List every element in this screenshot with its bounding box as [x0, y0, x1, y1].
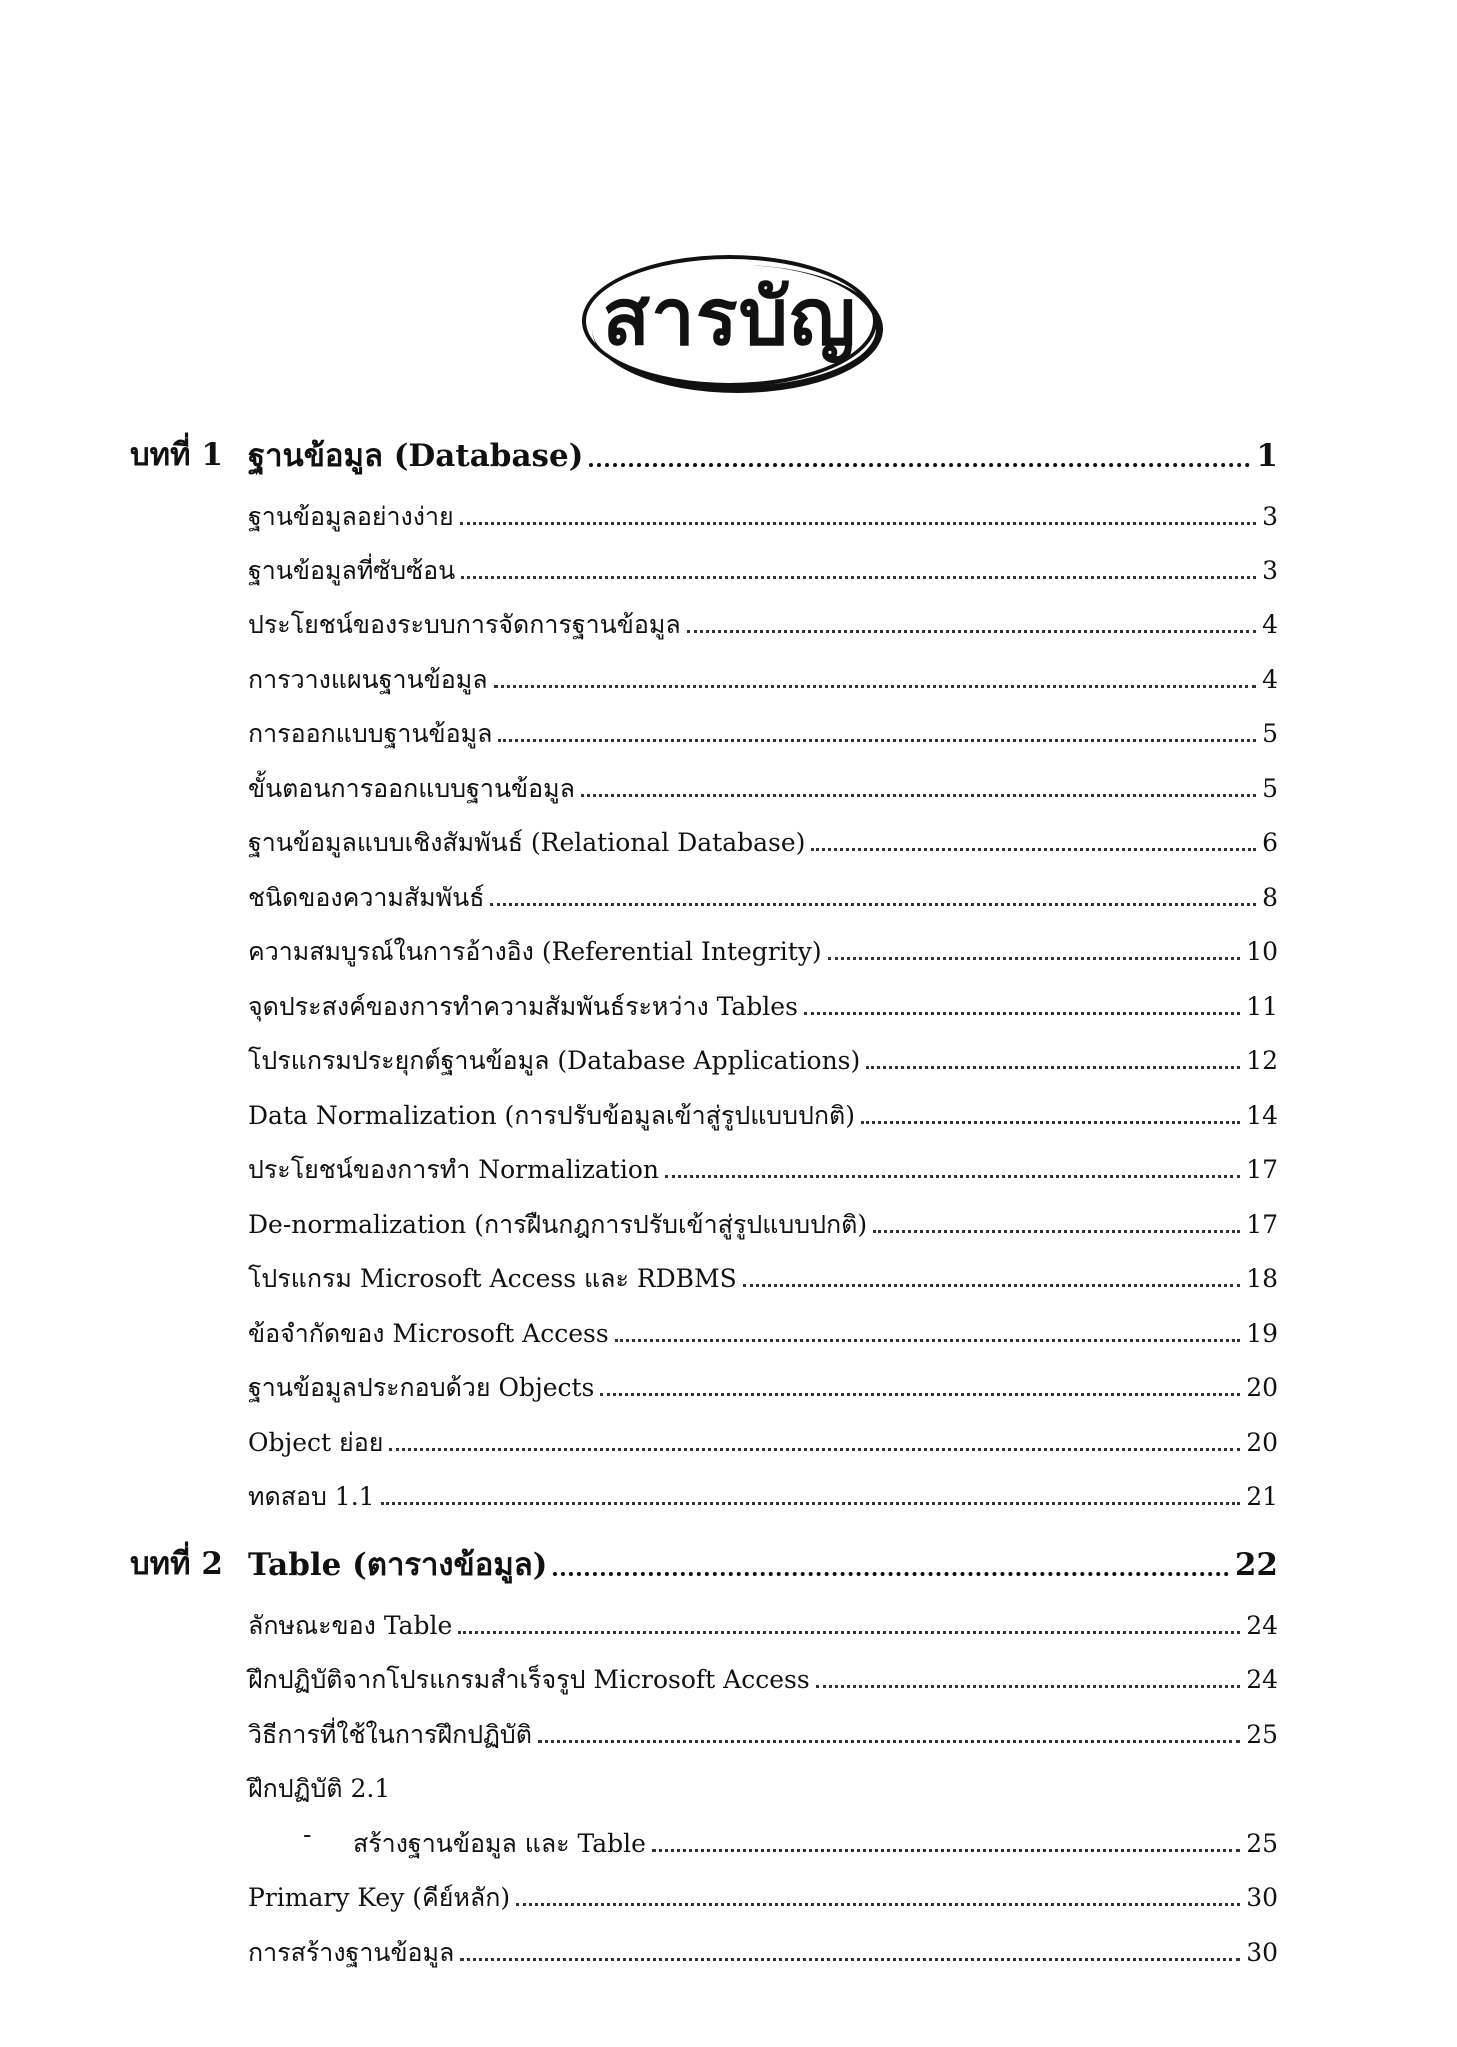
entry-page: 17 [1246, 1209, 1278, 1239]
toc-entry[interactable] [248, 764, 1278, 804]
leader-dots [538, 1740, 1240, 1743]
entry-text: ทดสอบ 1.1 [248, 1481, 375, 1511]
entry-text: ขั้นตอนการออกแบบฐานข้อมูล [248, 773, 575, 803]
leader-dots [389, 1448, 1240, 1451]
leader-dots [494, 685, 1257, 688]
leader-dots [458, 1631, 1240, 1634]
entry-page: 14 [1246, 1100, 1278, 1130]
toc-entry[interactable] [248, 1309, 1278, 1349]
leader-dots [866, 1066, 1240, 1069]
toc-entry[interactable] [248, 1036, 1278, 1076]
toc-entry[interactable] [248, 709, 1278, 749]
entry-text: การออกแบบฐานข้อมูล [248, 718, 493, 748]
entry-page: 30 [1246, 1882, 1278, 1912]
leader-dots [553, 1572, 1228, 1576]
entry-page: 12 [1246, 1045, 1278, 1075]
chapter-2-page: 22 [1234, 1547, 1278, 1584]
entry-page: 4 [1262, 609, 1278, 639]
entry-page: 3 [1262, 501, 1278, 531]
toc-entry[interactable] [248, 1928, 1278, 1968]
entry-page: 18 [1246, 1263, 1278, 1293]
entry-text: De-normalization (การฝืนกฎการปรับเข้าสู่รูปแบบปกติ) [248, 1209, 868, 1239]
toc-subentry[interactable] [353, 1819, 1278, 1859]
entry-page: 5 [1262, 773, 1278, 803]
entry-page: 8 [1262, 882, 1278, 912]
entry-text: ฝึกปฏิบัติ 2.1 [248, 1773, 391, 1803]
chapter-1-title: ฐานข้อมูล (Database) [248, 438, 584, 475]
leader-dots [589, 463, 1250, 467]
leader-dots [652, 1849, 1240, 1852]
entry-page: 17 [1246, 1154, 1278, 1184]
toc-entry[interactable] [248, 818, 1278, 858]
entry-page: 25 [1246, 1828, 1278, 1858]
toc-entry[interactable] [248, 1418, 1278, 1458]
entry-text: Data Normalization (การปรับข้อมูลเข้าสู่รูปแบบปกติ) [248, 1100, 856, 1130]
entry-page: 20 [1246, 1372, 1278, 1402]
toc-entry[interactable] [248, 546, 1278, 586]
entry-text: โปรแกรม Microsoft Access และ RDBMS [248, 1263, 737, 1293]
leader-dots [490, 903, 1256, 906]
leader-dots [381, 1502, 1241, 1505]
entry-text: วิธีการที่ใช้ในการฝึกปฏิบัติ [248, 1719, 532, 1749]
page-title: สารบัญ [602, 272, 857, 363]
leader-dots [804, 1012, 1240, 1015]
chapter-1-label: บทที่ 1 [130, 437, 223, 473]
leader-dots [743, 1284, 1240, 1287]
entry-page: 5 [1262, 718, 1278, 748]
entry-text: Object ย่อย [248, 1427, 384, 1457]
leader-dots [581, 794, 1256, 797]
toc-entry[interactable] [248, 492, 1278, 532]
leader-dots [861, 1121, 1240, 1124]
toc-entry[interactable] [248, 982, 1278, 1022]
entry-page: 24 [1246, 1610, 1278, 1640]
entry-text: ประโยชน์ของระบบการจัดการฐานข้อมูล [248, 609, 681, 639]
entry-page: 24 [1246, 1664, 1278, 1694]
chapter-1-row[interactable] [248, 436, 1278, 476]
entry-text: ฐานข้อมูลอย่างง่าย [248, 501, 454, 531]
leader-dots [461, 576, 1256, 579]
leader-dots [600, 1393, 1240, 1396]
title-oval [582, 255, 877, 387]
leader-dots [516, 1903, 1240, 1906]
entry-text: จุดประสงค์ของการทำความสัมพันธ์ระหว่าง Tables [248, 991, 798, 1021]
toc-entry[interactable] [248, 1710, 1278, 1750]
toc-entry[interactable] [248, 1200, 1278, 1240]
entry-page: 10 [1246, 936, 1278, 966]
entry-page: 19 [1246, 1318, 1278, 1348]
entry-page: 3 [1262, 555, 1278, 585]
entry-text: การสร้างฐานข้อมูล [248, 1937, 455, 1967]
entry-text: ลักษณะของ Table [248, 1610, 453, 1640]
entry-text: ชนิดของความสัมพันธ์ [248, 882, 485, 912]
toc-entry[interactable] [248, 1601, 1278, 1641]
entry-text: ข้อจำกัดของ Microsoft Access [248, 1318, 609, 1348]
entry-page: 25 [1246, 1719, 1278, 1749]
toc-entry-heading[interactable] [248, 1764, 1278, 1804]
toc-entry[interactable] [248, 600, 1278, 640]
entry-text: ฐานข้อมูลแบบเชิงสัมพันธ์ (Relational Database) [248, 827, 806, 857]
leader-dots [460, 1958, 1240, 1961]
chapter-2-title: Table (ตารางข้อมูล) [248, 1547, 548, 1584]
toc-entry[interactable] [248, 655, 1278, 695]
chapter-1-page: 1 [1256, 438, 1278, 475]
entry-page: 30 [1246, 1937, 1278, 1967]
toc-entry[interactable] [248, 1145, 1278, 1185]
toc-entry[interactable] [248, 1363, 1278, 1403]
toc-entry[interactable] [248, 1655, 1278, 1695]
leader-dots [873, 1230, 1240, 1233]
entry-text: ฝึกปฏิบัติจากโปรแกรมสำเร็จรูป Microsoft Access [248, 1664, 810, 1694]
chapter-2-label: บทที่ 2 [130, 1546, 223, 1582]
leader-dots [811, 848, 1256, 851]
leader-dots [687, 630, 1256, 633]
entry-page: 20 [1246, 1427, 1278, 1457]
chapter-2-row[interactable] [248, 1545, 1278, 1585]
toc-entry[interactable] [248, 1091, 1278, 1131]
entry-text: ฐานข้อมูลที่ซับซ้อน [248, 555, 456, 585]
leader-dots [816, 1685, 1241, 1688]
entry-text: ความสมบูรณ์ในการอ้างอิง (Referential Integrity) [248, 936, 822, 966]
entry-text: ฐานข้อมูลประกอบด้วย Objects [248, 1372, 595, 1402]
entry-text: ประโยชน์ของการทำ Normalization [248, 1154, 659, 1184]
toc-entry[interactable] [248, 1472, 1278, 1512]
entry-text: การวางแผนฐานข้อมูล [248, 664, 488, 694]
leader-dots [615, 1339, 1241, 1342]
entry-page: 11 [1246, 991, 1278, 1021]
toc-entry[interactable] [248, 1873, 1278, 1913]
leader-dots [828, 957, 1241, 960]
entry-text: โปรแกรมประยุกต์ฐานข้อมูล (Database Applications) [248, 1045, 861, 1075]
entry-page: 4 [1262, 664, 1278, 694]
leader-dots [460, 522, 1256, 525]
toc-entry[interactable] [248, 1254, 1278, 1294]
bullet-dash: - [303, 1820, 312, 1849]
toc-entry[interactable] [248, 873, 1278, 913]
leader-dots [665, 1175, 1240, 1178]
entry-text: Primary Key (คีย์หลัก) [248, 1882, 511, 1912]
entry-text: สร้างฐานข้อมูล และ Table [353, 1828, 646, 1858]
entry-page: 6 [1262, 827, 1278, 857]
toc-entry[interactable] [248, 927, 1278, 967]
leader-dots [498, 739, 1256, 742]
entry-page: 21 [1246, 1481, 1278, 1511]
